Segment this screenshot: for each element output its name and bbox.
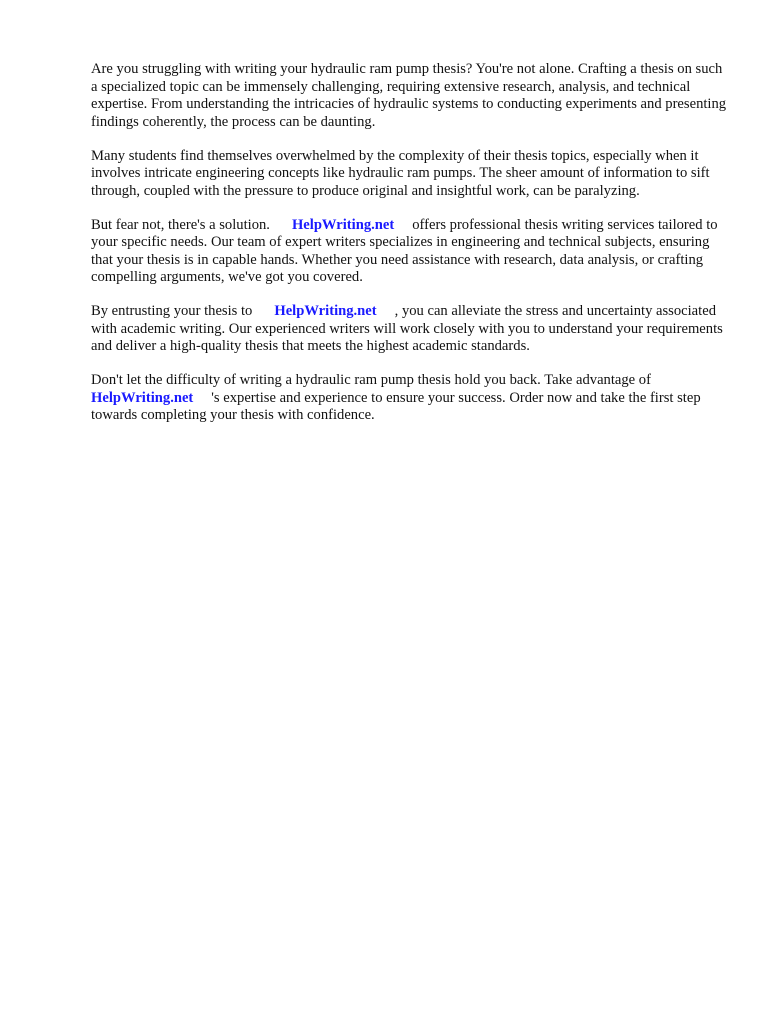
helpwriting-link-3[interactable]: HelpWriting.net	[91, 389, 194, 406]
paragraph-solution-before: But fear not, there's a solution.	[91, 216, 270, 233]
paragraph-entrust-after: , you can alleviate the stress and uncertainty associated with academic writing. Our experienced writers will work closely with you to understand your requirements and deliver a high-quality thesis that meets the highest academic standards.	[91, 303, 723, 354]
paragraph-entrust-before: By entrusting your thesis to	[91, 303, 253, 319]
paragraph-intro: Are you struggling with writing your hydraulic ram pump thesis? You're not alone. Crafting a thesis on such a specialized topic can be immensely challenging, requiring extensive research, analysis, and technical expertise. From understanding the intricacies of hydraulic systems to conducting experiments and presenting findings coherently, the process can be daunting.	[91, 61, 727, 130]
paragraph-solution	[91, 217, 731, 287]
paragraph-entrust	[91, 303, 731, 356]
paragraph-solution-after: offers professional thesis writing services tailored to your specific needs. Our team of expert writers specializes in engineering and technical subjects, ensuring that your thesis is in capable hands. Whether you need assistance with research, data analysis, or crafting compelling arguments, we've got you covered.	[91, 216, 718, 285]
paragraph-overwhelmed: Many students find themselves overwhelmed by the complexity of their thesis topics, especially when it involves intricate engineering concepts like hydraulic ram pumps. The sheer amount of information to sift through, coupled with the pressure to produce original and insightful work, can be paralyzing.	[91, 147, 710, 199]
paragraph-closing-before: Don't let the difficulty of writing a hydraulic ram pump thesis hold you back. Take advantage of	[91, 372, 651, 388]
paragraph-closing	[91, 372, 731, 425]
paragraph-closing-after: 's expertise and experience to ensure your success. Order now and take the first step towards completing your thesis with confidence.	[91, 389, 701, 423]
helpwriting-link-1[interactable]: HelpWriting.net	[291, 216, 395, 233]
helpwriting-link-2[interactable]: HelpWriting.net	[274, 303, 377, 319]
document-body	[91, 61, 731, 441]
